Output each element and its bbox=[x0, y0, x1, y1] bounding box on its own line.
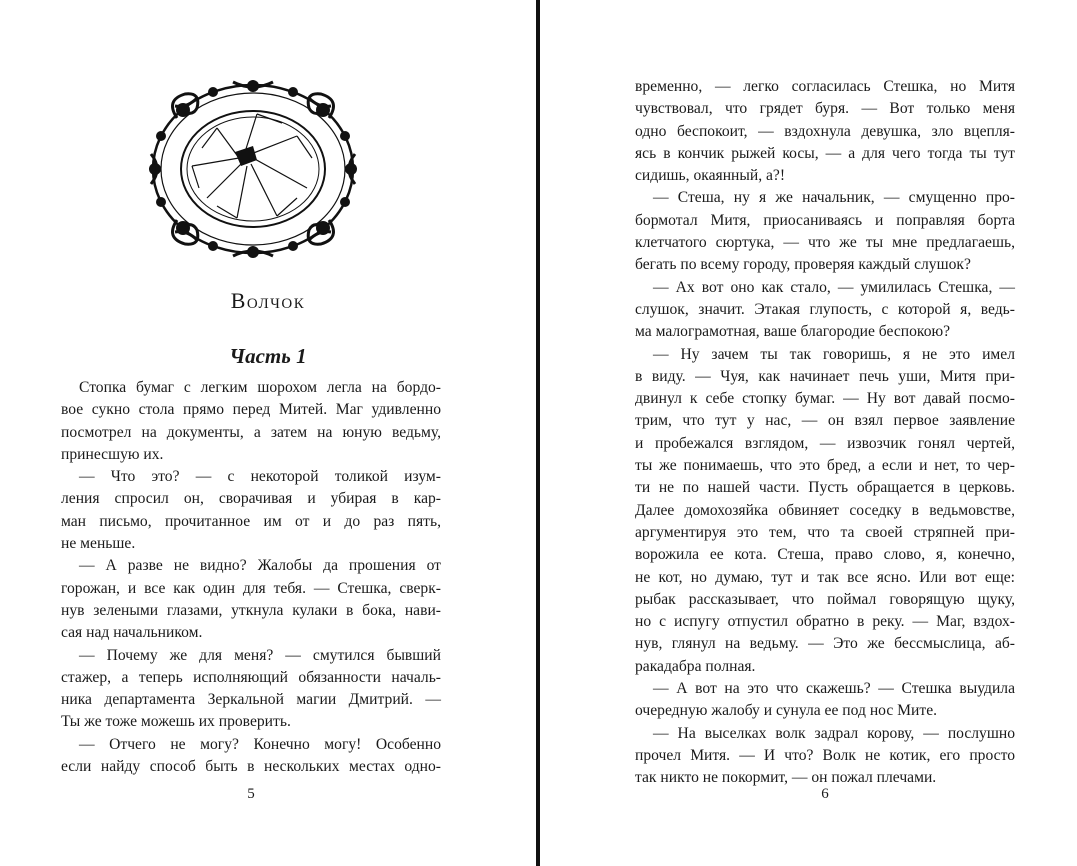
text-line: — Ах вот оно как стало, — умилилась Стешка, — bbox=[653, 278, 1015, 296]
text-line: посмотрел на документы, а затем на юную ведьму, bbox=[61, 423, 441, 441]
right-body-text bbox=[635, 76, 1015, 790]
text-line: ника департамента Зеркальной магии Дмитрий. — bbox=[61, 691, 441, 709]
text-line: аргументируя это тем, что та своей стряпней при- bbox=[635, 523, 1015, 541]
text-line: ти не по нашей части. Пусть обращается в церковь. bbox=[635, 479, 1015, 497]
ornamental-broken-mirror-icon bbox=[147, 78, 359, 260]
text-line: временно, — легко согласилась Стешка, но Митя bbox=[635, 78, 1015, 95]
text-line: сидишь, окаянный, а?! bbox=[635, 167, 786, 185]
page-number-right: 6 bbox=[821, 786, 829, 802]
text-line: Далее домохозяйка обвиняет соседку в ведьмовстве, bbox=[635, 501, 1015, 519]
text-line: — А вот на это что скажешь? — Стешка выудила bbox=[653, 680, 1015, 698]
text-line: слушок, значит. Этакая глупость, с которой я, ведь- bbox=[635, 300, 1015, 318]
text-line: — Что это? — с некоторой толикой изум- bbox=[79, 468, 441, 486]
text-line: принесшую их. bbox=[61, 445, 164, 463]
text-line: стажер, а теперь исполняющий обязанности началь- bbox=[61, 668, 441, 686]
text-line: ясь в кончик рыжей косы, — а для чего тогда ты тут bbox=[635, 144, 1015, 162]
text-line: — А разве не видно? Жалобы да прошения от bbox=[79, 557, 441, 575]
text-line: ракадабра полная. bbox=[635, 657, 756, 675]
text-line: очередную жалобу и сунула ее под нос Мите. bbox=[635, 702, 938, 720]
text-line: чувствовал, что грядет буря. — Вот только меня bbox=[635, 100, 1015, 118]
text-line: горожан, и все как один для тебя. — Стешка, сверк- bbox=[61, 579, 441, 597]
text-line: — Отчего не могу? Конечно могу! Особенно bbox=[79, 735, 441, 753]
page-number-left: 5 bbox=[247, 786, 255, 802]
text-line: ления спросил он, сворачивая и убирая в кар- bbox=[61, 490, 441, 508]
chapter-title: Волчок bbox=[230, 288, 306, 313]
left-page bbox=[0, 0, 536, 866]
text-line: не меньше. bbox=[61, 535, 136, 553]
text-line: — Стеша, ну я же начальник, — смущенно про- bbox=[653, 189, 1015, 207]
text-line: бормотал Митя, приосаниваясь и поправляя борта bbox=[635, 211, 1015, 229]
text-line: сая над начальником. bbox=[61, 624, 203, 642]
text-line: — Ну зачем ты так говоришь, я не это имел bbox=[653, 345, 1015, 363]
text-line: — На выселках волк задрал корову, — послушно bbox=[653, 724, 1015, 742]
text-line: трим, что тут у нас, — он взял первое заявление bbox=[635, 412, 1015, 430]
text-line: прочел Митя. — И что? Волк не котик, его просто bbox=[635, 746, 1015, 764]
text-line: — Почему же для меня? — смутился бывший bbox=[79, 646, 441, 664]
text-line: ман письмо, прочитанное им от и до раз пять, bbox=[61, 512, 441, 530]
text-line: но с испугу отпустил обратно в реку. — Маг, вздох- bbox=[635, 613, 1015, 631]
text-line: ты же понимаешь, что это бред, а если и нет, то чер- bbox=[635, 457, 1015, 475]
text-line: Стопка бумаг с легким шорохом легла на бордо- bbox=[79, 379, 441, 396]
text-line: в виду. — Чуя, как начинает печь уши, Митя при- bbox=[635, 367, 1015, 385]
text-line: двинул к себе стопку бумаг. — Ну вот давай посмо- bbox=[635, 390, 1015, 408]
text-line: не кот, но думаю, тут и так все ясно. Или вот еще: bbox=[635, 568, 1015, 586]
text-line: одно беспокоит, — вздохнула девушка, зло вцепля- bbox=[635, 122, 1015, 140]
text-line: Ты же тоже можешь их проверить. bbox=[61, 713, 291, 731]
text-line: и пробежался взглядом, — извозчик гонял чертей, bbox=[635, 434, 1015, 452]
text-line: ма малограмотная, ваше благородие беспокою? bbox=[635, 323, 951, 341]
right-page bbox=[540, 0, 1077, 866]
part-title: Часть 1 bbox=[229, 344, 307, 368]
text-line: бегать по всему городу, проверяя каждый слушок? bbox=[635, 256, 971, 274]
text-line: нув, глянул на ведьму. — Это же бессмыслица, аб- bbox=[635, 635, 1015, 653]
text-line: нув зелеными глазами, уткнула кулаки в бока, нави- bbox=[61, 601, 441, 619]
text-line: клетчатого сюртука, — что же ты мне предлагаешь, bbox=[635, 234, 1015, 252]
text-line: рыбак рассказывает, что поймал говорящую щуку, bbox=[635, 590, 1015, 608]
text-line: так никто не покормит, — он пожал плечами. bbox=[635, 769, 937, 787]
text-line: ворожила ее кота. Стеша, право слово, я, конечно, bbox=[635, 546, 1015, 564]
left-body-text bbox=[61, 377, 441, 778]
text-line: если найду способ быть в нескольких местах одно- bbox=[61, 758, 441, 776]
text-line: вое сукно стола прямо перед Митей. Маг удивленно bbox=[61, 401, 441, 419]
